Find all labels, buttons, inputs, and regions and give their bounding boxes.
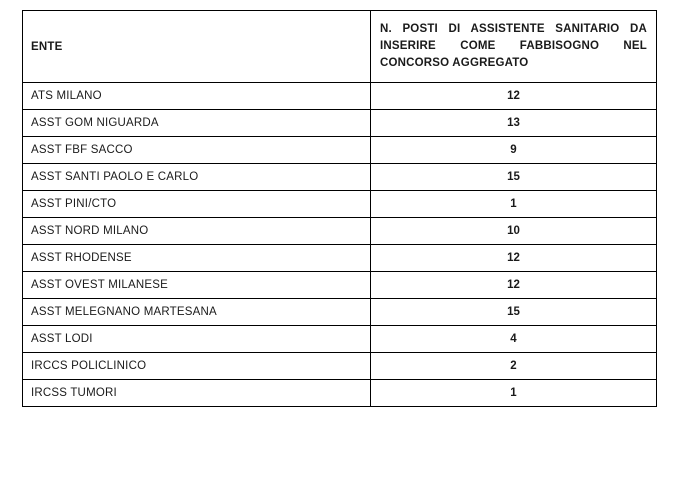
table-row: [23, 83, 657, 110]
cell-posti: 13: [371, 110, 657, 137]
cell-posti: 12: [371, 272, 657, 299]
cell-posti: 4: [371, 326, 657, 353]
table-row: [23, 272, 657, 299]
cell-posti: 1: [371, 191, 657, 218]
table-row: [23, 218, 657, 245]
fabbisogno-table: [22, 10, 657, 407]
cell-posti: 1: [371, 380, 657, 407]
table-row: [23, 164, 657, 191]
table-row: [23, 191, 657, 218]
table-header: [23, 11, 657, 83]
table-row: [23, 326, 657, 353]
cell-ente: ATS MILANO: [23, 83, 371, 110]
table-row: [23, 137, 657, 164]
table-header-row: [23, 11, 657, 83]
table-row: [23, 380, 657, 407]
cell-ente: ASST SANTI PAOLO E CARLO: [23, 164, 371, 191]
cell-ente: ASST PINI/CTO: [23, 191, 371, 218]
table-row: [23, 110, 657, 137]
cell-ente: ASST MELEGNANO MARTESANA: [23, 299, 371, 326]
column-header-posti-line-1: N. POSTI DI ASSISTENTE SANITARIO DA: [380, 22, 647, 35]
cell-ente: ASST FBF SACCO: [23, 137, 371, 164]
cell-ente: ASST LODI: [23, 326, 371, 353]
column-header-posti: [371, 11, 657, 83]
cell-ente: ASST RHODENSE: [23, 245, 371, 272]
cell-ente: ASST GOM NIGUARDA: [23, 110, 371, 137]
table-row: [23, 245, 657, 272]
cell-posti: 9: [371, 137, 657, 164]
column-header-posti-line-3: CONCORSO AGGREGATO: [380, 57, 529, 70]
cell-posti: 15: [371, 299, 657, 326]
table-row: [23, 353, 657, 380]
cell-posti: 10: [371, 218, 657, 245]
cell-posti: 15: [371, 164, 657, 191]
cell-ente: IRCCS POLICLINICO: [23, 353, 371, 380]
cell-posti: 2: [371, 353, 657, 380]
cell-ente: ASST NORD MILANO: [23, 218, 371, 245]
cell-posti: 12: [371, 83, 657, 110]
cell-posti: 12: [371, 245, 657, 272]
column-header-ente: ENTE: [23, 11, 371, 83]
column-header-posti-line-2: INSERIRE COME FABBISOGNO NEL: [380, 39, 647, 52]
cell-ente: ASST OVEST MILANESE: [23, 272, 371, 299]
table-body: [23, 83, 657, 407]
table-row: [23, 299, 657, 326]
cell-ente: IRCSS TUMORI: [23, 380, 371, 407]
